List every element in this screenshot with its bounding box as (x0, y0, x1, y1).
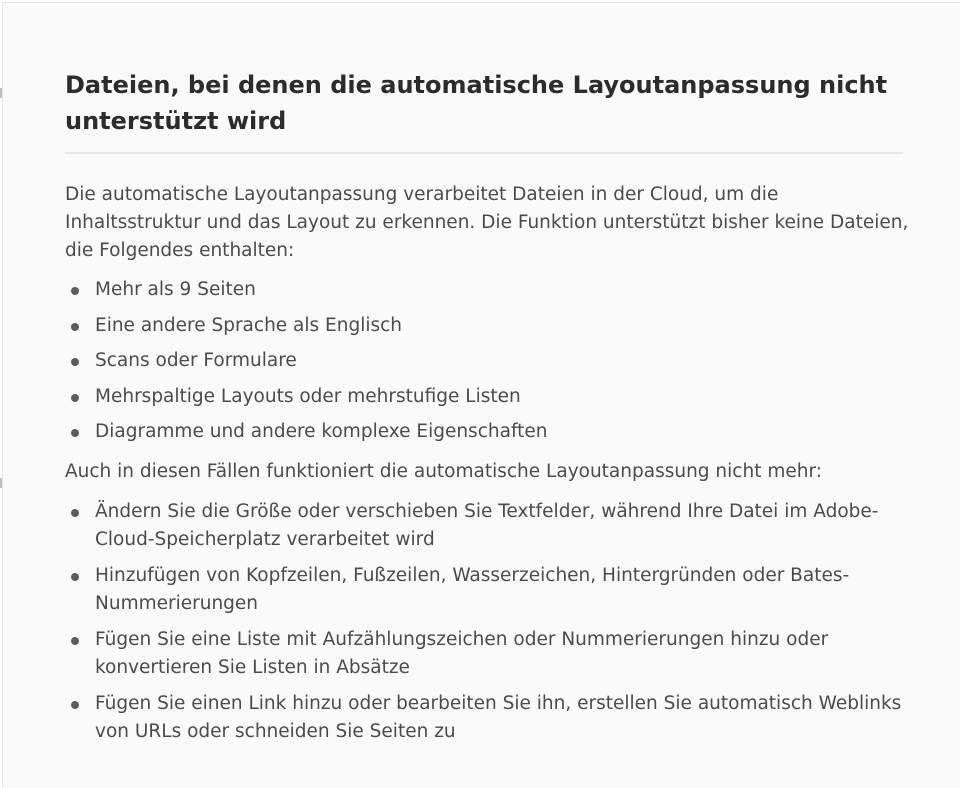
bullet-icon (71, 509, 79, 517)
list-item-text: Fügen Sie einen Link hinzu oder bearbeiten Sie ihn, erstellen Sie automatisch Weblinks von URLs oder schneiden Sie Seiten zu (95, 692, 902, 742)
bullet-icon (71, 637, 79, 645)
list-item-text: Eine andere Sprache als Englisch (95, 314, 403, 336)
list-item-text: Hinzufügen von Kopfzeilen, Fußzeilen, Wasserzeichen, Hintergründen oder Bates-Nummerierungen (95, 564, 850, 614)
list-item (65, 383, 935, 419)
list-item-text: Ändern Sie die Größe oder verschieben Sie Textfelder, während Ihre Datei im Adobe- Cloud-Speicherplatz verarbeitet wird (95, 500, 879, 550)
list-item-text: Fügen Sie eine Liste mit Aufzählungszeichen oder Nummerierungen hinzu oder konvertieren Sie Listen in Absätze (95, 628, 829, 678)
also-paragraph: Auch in diesen Fällen funktioniert die automatische Layoutanpassung nicht mehr: (65, 460, 822, 482)
bullet-icon (71, 358, 79, 366)
bullet-icon (71, 287, 79, 295)
list-item-text: Mehr als 9 Seiten (95, 279, 256, 300)
list-item (65, 498, 935, 554)
bullet-icon (71, 701, 79, 709)
bullet-icon (71, 394, 79, 402)
intro-paragraph: Die automatische Layoutanpassung verarbeitet Dateien in der Cloud, um die Inhaltsstruktur und das Layout zu erkennen. Die Funktion unterstützt bisher keine Dateien, die Folgendes enthalten: (65, 184, 909, 261)
list-item (65, 276, 935, 312)
bullet-icon (71, 323, 79, 331)
help-content (65, 67, 935, 754)
list-item (65, 626, 935, 682)
list-item-text: Mehrspaltige Layouts oder mehrstufige Listen (95, 385, 521, 407)
also-list (65, 498, 935, 746)
list-item-text: Scans oder Formulare (95, 350, 297, 371)
unsupported-list (65, 276, 935, 454)
title-divider (65, 152, 903, 154)
page-title: Dateien, bei denen die automatische Layoutanpassung nicht unterstützt wird (65, 71, 888, 135)
list-item (65, 690, 935, 746)
list-item (65, 418, 935, 454)
list-item (65, 562, 935, 618)
help-dialog (2, 2, 960, 788)
list-item (65, 312, 935, 348)
bullet-icon (71, 429, 79, 437)
list-item (65, 347, 935, 383)
bullet-icon (71, 573, 79, 581)
list-item-text: Diagramme und andere komplexe Eigenschaften (95, 421, 548, 442)
